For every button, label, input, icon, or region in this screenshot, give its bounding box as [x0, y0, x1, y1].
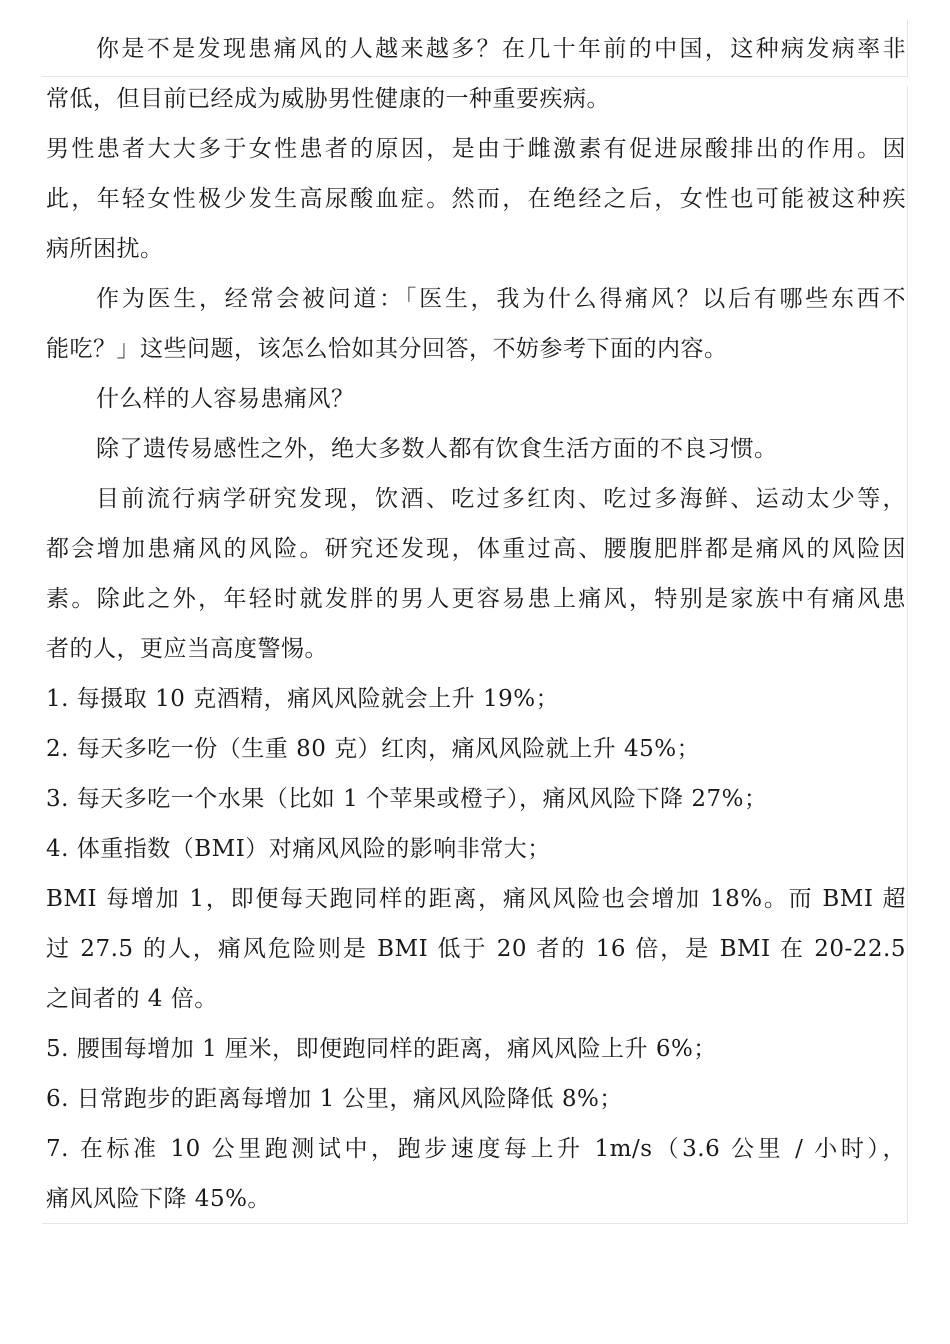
research-line-4: 者的人，更应当高度警惕。 [46, 636, 328, 662]
list-item-7: 7. 在标准 10 公里跑测试中，跑步速度每上升 1m/s（3.6 公里 / 小时）， [46, 1136, 906, 1162]
cause-line-2: 此，年轻女性极少发生高尿酸血症。然而，在绝经之后，女性也可能被这种疾 [46, 186, 906, 212]
list-item-4: 4. 体重指数（BMI）对痛风风险的影响非常大； [46, 836, 551, 862]
cause-line-1: 男性患者大大多于女性患者的原因，是由于雌激素有促进尿酸排出的作用。因 [46, 136, 906, 162]
research-line-3: 素。除此之外，年轻时就发胖的男人更容易患上痛风，特别是家族中有痛风患 [46, 586, 906, 612]
intro-line-1: 你是不是发现患痛风的人越来越多？在几十年前的中国，这种病发病率非 [96, 36, 906, 62]
list-item-1: 1. 每摄取 10 克酒精，痛风风险就会上升 19%； [46, 686, 560, 712]
list-item-5: 5. 腰围每增加 1 厘米，即便跑同样的距离，痛风风险上升 6%； [46, 1036, 717, 1062]
document-body [46, 24, 906, 1224]
bmi-line-2: 过 27.5 的人，痛风危险则是 BMI 低于 20 者的 16 倍，是 BMI 在 20-22.5 [46, 936, 906, 962]
bmi-line-3: 之间者的 4 倍。 [46, 986, 218, 1012]
bmi-line-1: BMI 每增加 1，即便每天跑同样的距离，痛风风险也会增加 18%。而 BMI 超 [46, 886, 906, 912]
doctor-line-2: 能吃？」这些问题，该怎么恰如其分回答，不妨参考下面的内容。 [46, 336, 728, 362]
intro-line-2: 常低，但目前已经成为威胁男性健康的一种重要疾病。 [46, 86, 610, 112]
section-question: 什么样的人容易患痛风？ [96, 386, 355, 412]
list-item-6: 6. 日常跑步的距离每增加 1 公里，痛风风险降低 8%； [46, 1086, 623, 1112]
cause-line-3: 病所困扰。 [46, 236, 164, 262]
list-item-2: 2. 每天多吃一份（生重 80 克）红肉，痛风风险就上升 45%； [46, 736, 701, 762]
list-item-3: 3. 每天多吃一个水果（比如 1 个苹果或橙子），痛风风险下降 27%； [46, 786, 768, 812]
doctor-line-1: 作为医生，经常会被问道：「医生，我为什么得痛风？以后有哪些东西不 [96, 286, 906, 312]
research-line-1: 目前流行病学研究发现，饮酒、吃过多红肉、吃过多海鲜、运动太少等， [96, 486, 906, 512]
list-item-7-continued: 痛风风险下降 45%。 [46, 1186, 271, 1212]
habit-line: 除了遗传易感性之外，绝大多数人都有饮食生活方面的不良习惯。 [96, 436, 778, 462]
research-line-2: 都会增加患痛风的风险。研究还发现，体重过高、腰腹肥胖都是痛风的风险因 [46, 536, 906, 562]
